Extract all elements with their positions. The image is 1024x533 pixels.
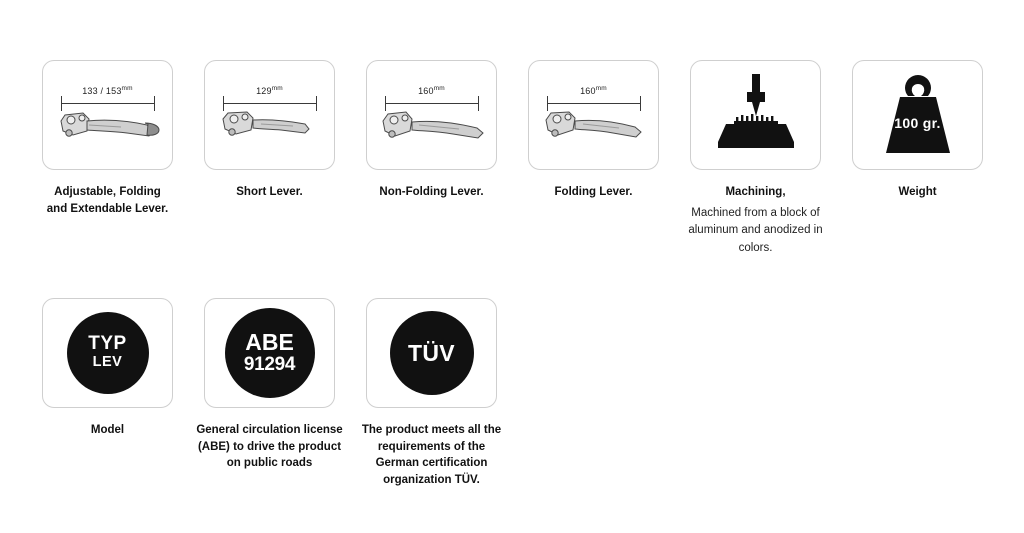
model-badge-icon xyxy=(67,312,149,394)
dimension-label: $129^{mm}$ xyxy=(256,85,283,96)
feature-model xyxy=(42,298,173,439)
lever-illustration xyxy=(211,69,329,161)
feature-caption: General circulation license (ABE) to drive the product on public roads xyxy=(196,424,343,470)
feature-short-lever xyxy=(204,60,335,201)
abe-badge-icon xyxy=(225,308,315,398)
feature-caption: Adjustable, Folding and Extendable Lever. xyxy=(46,186,169,215)
tuv-badge-icon xyxy=(390,311,474,395)
feature-row-2 xyxy=(42,298,986,489)
dimension-label: $133 / 153^{mm}$ xyxy=(82,85,133,96)
lever-tile xyxy=(528,60,659,170)
lever-tile xyxy=(204,60,335,170)
badge-line-1: ABE xyxy=(245,328,294,355)
weight-value: 100 gr. xyxy=(894,115,941,131)
feature-abe-license xyxy=(196,298,343,472)
dimension-line xyxy=(61,103,155,104)
feature-caption: Non-Folding Lever. xyxy=(379,186,484,198)
weight-tile xyxy=(852,60,983,170)
lever-illustration xyxy=(535,69,653,161)
feature-caption: Folding Lever. xyxy=(554,186,633,198)
badge-line-2: 91294 xyxy=(243,353,296,375)
feature-caption: The product meets all the requirements of the German certification organization TÜV. xyxy=(361,424,502,487)
dimension-line xyxy=(223,103,317,104)
feature-row-1 xyxy=(42,60,986,258)
feature-caption: Short Lever. xyxy=(236,186,303,198)
feature-caption: Machining, xyxy=(725,186,786,198)
abe-tile xyxy=(204,298,335,408)
feature-adjustable-folding-extendable xyxy=(42,60,173,217)
feature-tuv-certification xyxy=(361,298,502,489)
dimension-line xyxy=(385,103,479,104)
dimension-label: $160^{mm}$ xyxy=(418,85,445,96)
badge-line-1: TÜV xyxy=(408,339,455,366)
feature-weight xyxy=(852,60,983,201)
lever-illustration xyxy=(49,69,167,161)
feature-subcaption: Machined from a block of aluminum and anodized in colors. xyxy=(688,206,823,255)
feature-grid xyxy=(42,60,986,489)
lever-icon xyxy=(49,109,167,157)
badge-line-1: TYP xyxy=(88,333,127,355)
feature-caption: Weight xyxy=(898,186,937,198)
lever-tile xyxy=(366,60,497,170)
weight-illustration xyxy=(870,69,966,161)
tuv-tile xyxy=(366,298,497,408)
lever-illustration xyxy=(373,69,491,161)
badge-line-2: LEV xyxy=(92,354,123,371)
lever-icon xyxy=(211,109,329,157)
machining-tile xyxy=(690,60,821,170)
feature-folding-lever xyxy=(528,60,659,201)
model-tile xyxy=(42,298,173,408)
lever-icon xyxy=(373,109,491,157)
feature-caption: Model xyxy=(90,424,125,437)
lever-icon xyxy=(535,109,653,157)
feature-machining xyxy=(690,60,821,258)
dimension-line xyxy=(547,103,641,104)
lever-tile xyxy=(42,60,173,170)
dimension-label: $160^{mm}$ xyxy=(580,85,607,96)
machining-illustration xyxy=(708,72,804,158)
feature-non-folding-lever xyxy=(366,60,497,201)
cnc-machining-icon xyxy=(708,72,804,158)
